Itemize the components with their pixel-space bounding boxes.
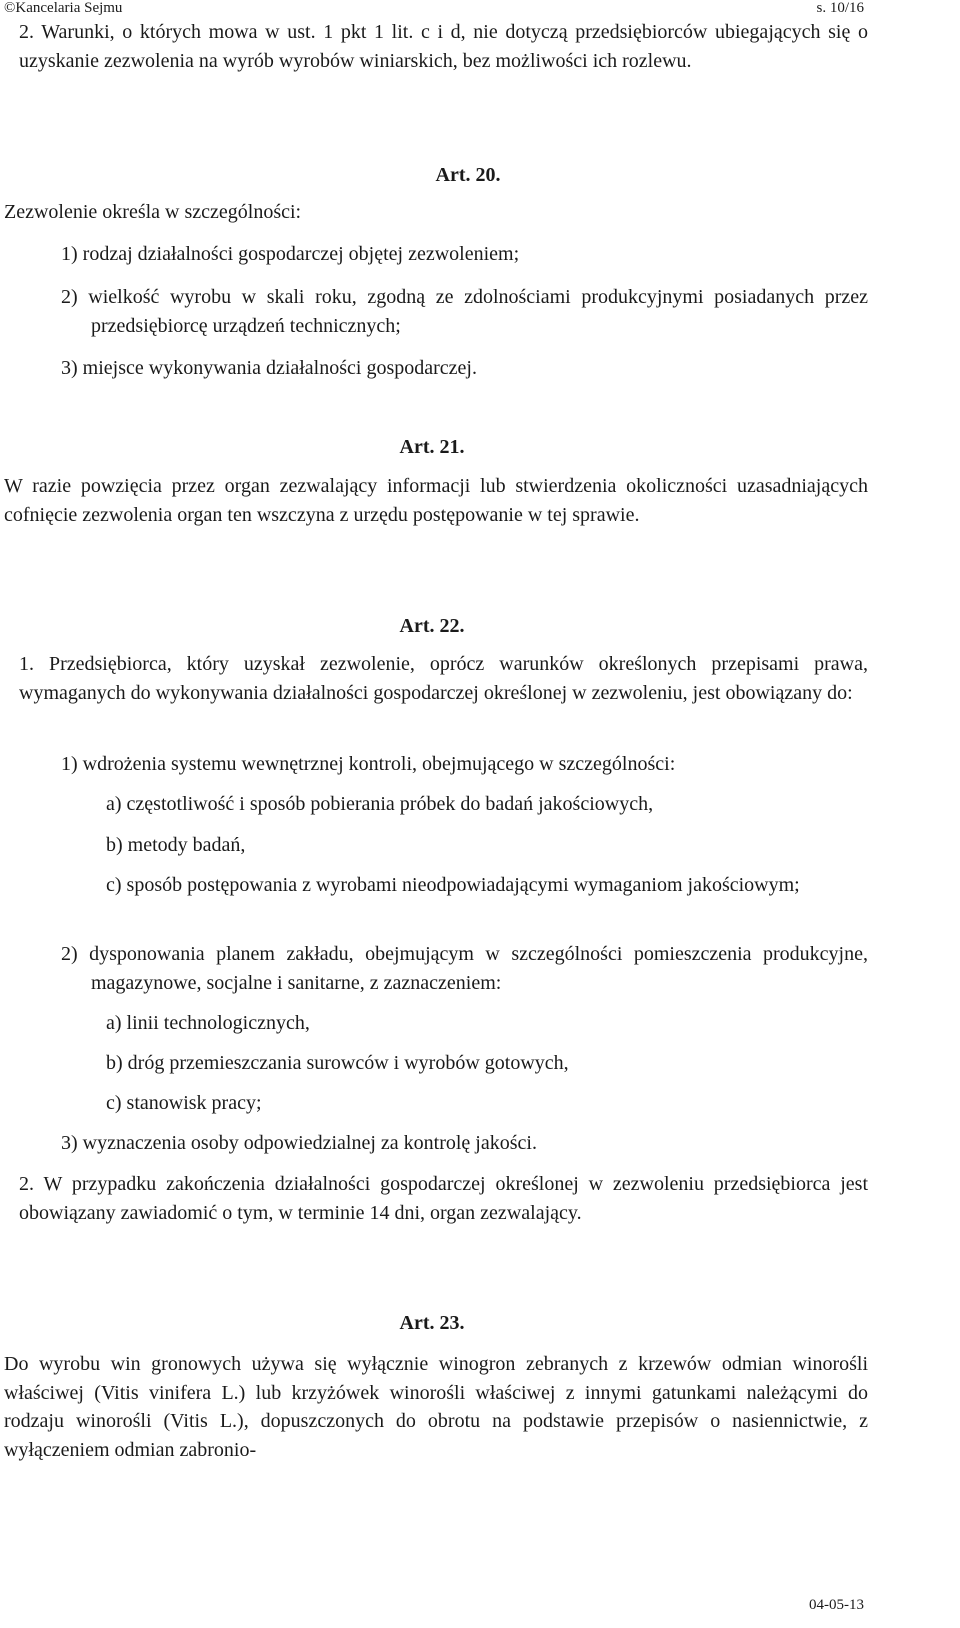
art22-title: Art. 22. <box>399 615 465 637</box>
art22-point-1: 1) wdrożenia systemu wewnętrznej kontroli, obejmującego w szczególności: <box>61 753 676 775</box>
art19-item-2: 2. Warunki, o których mowa w ust. 1 pkt 1 lit. c i d, nie dotyczą przedsiębiorców ubiegających się o uzyskanie zezwolenia na wyrób wyrobów winiarskich, bez możliwości ich rozlewu. <box>19 21 868 72</box>
art20-item-3: 3) miejsce wykonywania działalności gospodarczej. <box>61 357 477 379</box>
art22-point-1b: b) metody badań, <box>106 834 246 856</box>
art22-point-3: 3) wyznaczenia osoby odpowiedzialnej za kontrolę jakości. <box>61 1132 537 1154</box>
art22-point-2: 2) dysponowania planem zakładu, obejmującym w szczególności pomieszczenia produkcyjne, magazynowe, socjalne i sanitarne, z zaznaczeniem: <box>61 943 868 994</box>
art20-title: Art. 20. <box>435 164 501 186</box>
art20-item-1: 1) rodzaj działalności gospodarczej objętej zezwoleniem; <box>61 243 520 265</box>
art22-point-2a: a) linii technologicznych, <box>106 1012 310 1034</box>
art21-title: Art. 21. <box>399 436 465 458</box>
art22-point-1a: a) częstotliwość i sposób pobierania próbek do badań jakościowych, <box>106 793 654 815</box>
art23-title: Art. 23. <box>399 1312 465 1334</box>
footer-date: 04-05-13 <box>809 1597 864 1613</box>
art22-point-2c: c) stanowisk pracy; <box>106 1092 262 1114</box>
art22-point-1c: c) sposób postępowania z wyrobami nieodpowiadającymi wymaganiom jakościowym; <box>106 874 800 896</box>
art20-item-2: 2) wielkość wyrobu w skali roku, zgodną ze zdolnościami produkcyjnymi posiadanych przez przedsiębiorcę urządzeń technicznych; <box>61 286 868 337</box>
art22-paragraph-1: 1. Przedsiębiorca, który uzyskał zezwolenie, oprócz warunków określonych przepisami prawa, wymaganych do wykonywania działalności gospodarczej określonej w zezwoleniu, jest obowiązany do: <box>19 653 868 704</box>
art23-text: Do wyrobu win gronowych używa się wyłącznie winogron zebranych z krzewów odmian winorośli właściwej (Vitis vinifera L.) lub krzyżówek winorośli właściwej z innymi gatunkami należącymi do rodzaju winorośli (Vitis L.), dopuszczonych do obrotu na podstawie przepisów o nasiennictwie, z wyłączeniem odmian zabronio- <box>4 1353 868 1461</box>
page-number: s. 10/16 <box>816 0 864 16</box>
art21-text: W razie powzięcia przez organ zezwalający informacji lub stwierdzenia okoliczności uzasadniających cofnięcie zezwolenia organ ten wszczyna z urzędu postępowanie w tej sprawie. <box>4 475 868 526</box>
art20-intro: Zezwolenie określa w szczególności: <box>4 201 302 223</box>
art22-point-2b: b) dróg przemieszczania surowców i wyrobów gotowych, <box>106 1052 569 1074</box>
art22-paragraph-2: 2. W przypadku zakończenia działalności gospodarczej określonej w zezwoleniu przedsiębiorca jest obowiązany zawiadomić o tym, w terminie 14 dni, organ zezwalający. <box>19 1173 868 1224</box>
header-copyright: ©Kancelaria Sejmu <box>4 0 123 16</box>
